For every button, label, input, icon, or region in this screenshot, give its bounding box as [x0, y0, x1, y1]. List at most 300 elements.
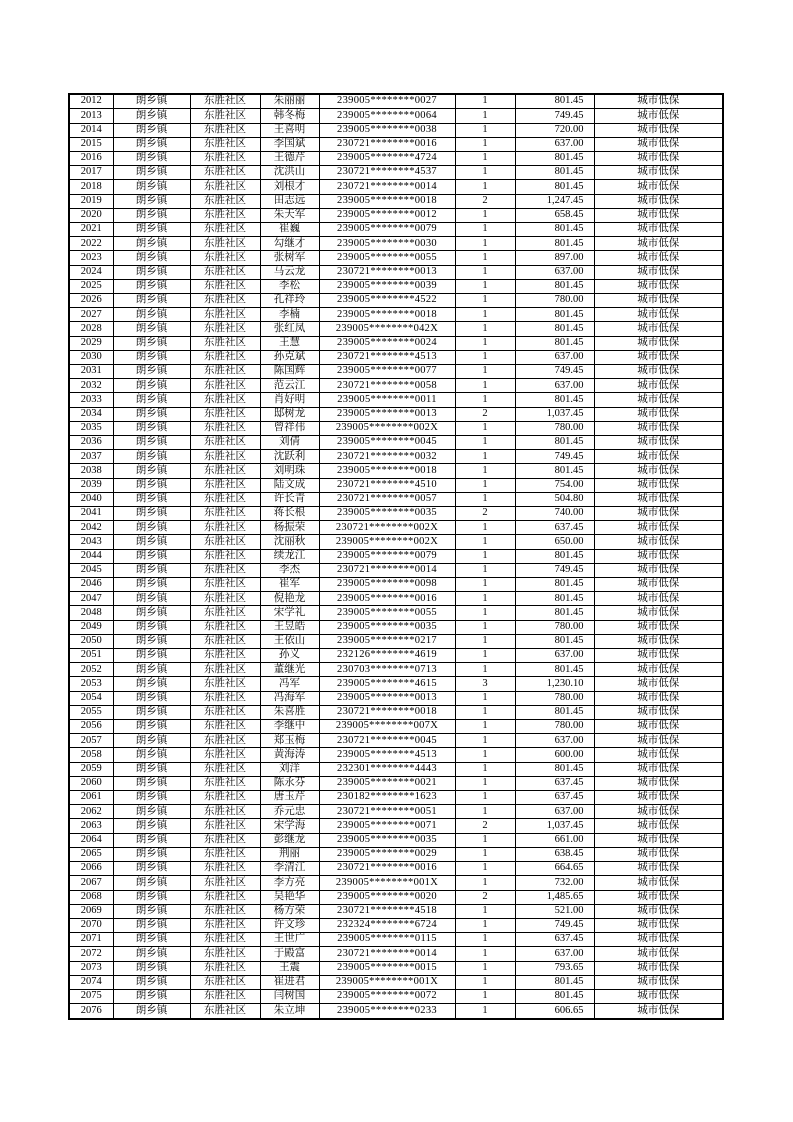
cell-amount: 749.45: [515, 364, 594, 378]
table-row: [69, 421, 723, 435]
cell-community: 东胜社区: [190, 862, 260, 876]
cell-community: 东胜社区: [190, 350, 260, 364]
cell-name: 李楠: [260, 308, 319, 322]
cell-id-masked: 239005********0011: [319, 393, 455, 407]
cell-household-count: 1: [455, 1004, 515, 1019]
table-row: [69, 819, 723, 833]
cell-seq: 2022: [69, 237, 113, 251]
cell-seq: 2067: [69, 876, 113, 890]
cell-household-count: 1: [455, 478, 515, 492]
cell-household-count: 1: [455, 776, 515, 790]
table-row: [69, 208, 723, 222]
cell-town: 朗乡镇: [113, 705, 190, 719]
cell-household-count: 1: [455, 450, 515, 464]
table-row: [69, 989, 723, 1003]
table-row: [69, 393, 723, 407]
cell-household-count: 3: [455, 677, 515, 691]
cell-amount: 606.65: [515, 1004, 594, 1019]
cell-community: 东胜社区: [190, 805, 260, 819]
cell-id-masked: 239005********0079: [319, 549, 455, 563]
cell-id-masked: 230721********0051: [319, 805, 455, 819]
cell-community: 东胜社区: [190, 833, 260, 847]
cell-community: 东胜社区: [190, 606, 260, 620]
cell-seq: 2023: [69, 251, 113, 265]
cell-household-count: 1: [455, 208, 515, 222]
cell-seq: 2070: [69, 918, 113, 932]
cell-amount: 780.00: [515, 620, 594, 634]
cell-id-masked: 230721********0032: [319, 450, 455, 464]
cell-id-masked: 239005********0021: [319, 776, 455, 790]
cell-household-count: 1: [455, 222, 515, 236]
table-row: [69, 436, 723, 450]
cell-seq: 2066: [69, 862, 113, 876]
cell-seq: 2065: [69, 847, 113, 861]
cell-name: 宋学礼: [260, 606, 319, 620]
cell-town: 朗乡镇: [113, 1004, 190, 1019]
cell-town: 朗乡镇: [113, 720, 190, 734]
cell-town: 朗乡镇: [113, 450, 190, 464]
cell-town: 朗乡镇: [113, 109, 190, 123]
table-row: [69, 606, 723, 620]
cell-amount: 1,037.45: [515, 407, 594, 421]
cell-id-masked: 239005********4513: [319, 748, 455, 762]
cell-name: 朱立坤: [260, 1004, 319, 1019]
cell-id-masked: 239005********0079: [319, 222, 455, 236]
cell-seq: 2069: [69, 904, 113, 918]
cell-name: 刘洋: [260, 762, 319, 776]
table-row: [69, 549, 723, 563]
cell-id-masked: 239005********0030: [319, 237, 455, 251]
cell-community: 东胜社区: [190, 933, 260, 947]
cell-name: 朱丽丽: [260, 94, 319, 109]
cell-household-count: 1: [455, 933, 515, 947]
table-row: [69, 918, 723, 932]
cell-community: 东胜社区: [190, 279, 260, 293]
cell-household-count: 1: [455, 734, 515, 748]
cell-assistance-type: 城市低保: [594, 194, 723, 208]
cell-household-count: 1: [455, 847, 515, 861]
table-row: [69, 251, 723, 265]
cell-community: 东胜社区: [190, 379, 260, 393]
cell-assistance-type: 城市低保: [594, 947, 723, 961]
cell-household-count: 1: [455, 578, 515, 592]
cell-town: 朗乡镇: [113, 151, 190, 165]
cell-amount: 780.00: [515, 293, 594, 307]
cell-town: 朗乡镇: [113, 904, 190, 918]
cell-household-count: 1: [455, 393, 515, 407]
cell-household-count: 1: [455, 137, 515, 151]
cell-id-masked: 230721********0016: [319, 862, 455, 876]
table-row: [69, 791, 723, 805]
cell-name: 沈丽秋: [260, 535, 319, 549]
cell-name: 陆文成: [260, 478, 319, 492]
cell-household-count: 1: [455, 464, 515, 478]
table-row: [69, 379, 723, 393]
cell-town: 朗乡镇: [113, 805, 190, 819]
cell-amount: 801.45: [515, 606, 594, 620]
cell-community: 东胜社区: [190, 109, 260, 123]
cell-amount: 1,247.45: [515, 194, 594, 208]
cell-name: 刘明珠: [260, 464, 319, 478]
cell-amount: 637.00: [515, 734, 594, 748]
cell-name: 崔军: [260, 578, 319, 592]
cell-town: 朗乡镇: [113, 592, 190, 606]
cell-id-masked: 239005********0077: [319, 364, 455, 378]
cell-household-count: 1: [455, 762, 515, 776]
cell-household-count: 1: [455, 705, 515, 719]
cell-id-masked: 230721********4510: [319, 478, 455, 492]
cell-id-masked: 239005********0016: [319, 592, 455, 606]
cell-household-count: 1: [455, 180, 515, 194]
cell-community: 东胜社区: [190, 166, 260, 180]
cell-community: 东胜社区: [190, 975, 260, 989]
cell-name: 李方亮: [260, 876, 319, 890]
cell-id-masked: 230721********4518: [319, 904, 455, 918]
cell-assistance-type: 城市低保: [594, 862, 723, 876]
cell-seq: 2037: [69, 450, 113, 464]
cell-id-masked: 239005********0039: [319, 279, 455, 293]
cell-assistance-type: 城市低保: [594, 606, 723, 620]
cell-household-count: 2: [455, 407, 515, 421]
cell-seq: 2016: [69, 151, 113, 165]
cell-community: 东胜社区: [190, 364, 260, 378]
cell-seq: 2045: [69, 563, 113, 577]
table-row: [69, 634, 723, 648]
cell-name: 李国斌: [260, 137, 319, 151]
cell-community: 东胜社区: [190, 322, 260, 336]
cell-household-count: 1: [455, 336, 515, 350]
table-row: [69, 364, 723, 378]
cell-amount: 637.00: [515, 947, 594, 961]
cell-id-masked: 239005********002X: [319, 535, 455, 549]
cell-name: 李清江: [260, 862, 319, 876]
cell-community: 东胜社区: [190, 521, 260, 535]
cell-name: 肖好明: [260, 393, 319, 407]
cell-community: 东胜社区: [190, 180, 260, 194]
cell-amount: 801.45: [515, 592, 594, 606]
table-row: [69, 691, 723, 705]
table-row: [69, 947, 723, 961]
cell-household-count: 1: [455, 251, 515, 265]
cell-seq: 2076: [69, 1004, 113, 1019]
cell-community: 东胜社区: [190, 194, 260, 208]
cell-town: 朗乡镇: [113, 166, 190, 180]
cell-town: 朗乡镇: [113, 989, 190, 1003]
cell-seq: 2074: [69, 975, 113, 989]
cell-household-count: 1: [455, 918, 515, 932]
cell-id-masked: 239005********0045: [319, 436, 455, 450]
cell-amount: 754.00: [515, 478, 594, 492]
table-row: [69, 194, 723, 208]
cell-household-count: 1: [455, 691, 515, 705]
cell-id-masked: 239005********0024: [319, 336, 455, 350]
table-row: [69, 563, 723, 577]
table-row: [69, 535, 723, 549]
cell-name: 王慧: [260, 336, 319, 350]
cell-name: 王喜明: [260, 123, 319, 137]
cell-household-count: 2: [455, 890, 515, 904]
cell-town: 朗乡镇: [113, 194, 190, 208]
cell-town: 朗乡镇: [113, 691, 190, 705]
cell-seq: 2036: [69, 436, 113, 450]
table-row: [69, 137, 723, 151]
cell-assistance-type: 城市低保: [594, 933, 723, 947]
benefits-table: [68, 93, 724, 1020]
cell-town: 朗乡镇: [113, 947, 190, 961]
cell-id-masked: 239005********0018: [319, 464, 455, 478]
cell-id-masked: 230703********0713: [319, 663, 455, 677]
cell-community: 东胜社区: [190, 407, 260, 421]
cell-name: 许文珍: [260, 918, 319, 932]
cell-name: 邸树龙: [260, 407, 319, 421]
cell-community: 东胜社区: [190, 151, 260, 165]
cell-community: 东胜社区: [190, 336, 260, 350]
cell-community: 东胜社区: [190, 876, 260, 890]
cell-community: 东胜社区: [190, 450, 260, 464]
cell-seq: 2057: [69, 734, 113, 748]
cell-town: 朗乡镇: [113, 293, 190, 307]
table-row: [69, 464, 723, 478]
cell-seq: 2052: [69, 663, 113, 677]
cell-id-masked: 239005********0027: [319, 94, 455, 109]
cell-community: 东胜社区: [190, 563, 260, 577]
cell-town: 朗乡镇: [113, 180, 190, 194]
cell-seq: 2075: [69, 989, 113, 1003]
cell-household-count: 1: [455, 322, 515, 336]
table-row: [69, 492, 723, 506]
cell-amount: 637.00: [515, 350, 594, 364]
cell-name: 吴艳华: [260, 890, 319, 904]
cell-id-masked: 239005********0035: [319, 833, 455, 847]
cell-household-count: 1: [455, 876, 515, 890]
cell-community: 东胜社区: [190, 393, 260, 407]
cell-amount: 661.00: [515, 833, 594, 847]
cell-assistance-type: 城市低保: [594, 620, 723, 634]
cell-town: 朗乡镇: [113, 563, 190, 577]
cell-seq: 2053: [69, 677, 113, 691]
table-row: [69, 407, 723, 421]
cell-id-masked: 239005********001X: [319, 876, 455, 890]
cell-id-masked: 239005********0029: [319, 847, 455, 861]
cell-name: 韩冬梅: [260, 109, 319, 123]
cell-amount: 637.45: [515, 933, 594, 947]
cell-community: 东胜社区: [190, 791, 260, 805]
cell-household-count: 1: [455, 791, 515, 805]
cell-name: 王震: [260, 961, 319, 975]
cell-assistance-type: 城市低保: [594, 535, 723, 549]
cell-amount: 801.45: [515, 578, 594, 592]
cell-seq: 2071: [69, 933, 113, 947]
cell-amount: 637.45: [515, 776, 594, 790]
cell-name: 王世广: [260, 933, 319, 947]
table-row: [69, 222, 723, 236]
cell-household-count: 1: [455, 279, 515, 293]
cell-household-count: 1: [455, 379, 515, 393]
cell-name: 蒋长根: [260, 507, 319, 521]
table-row: [69, 293, 723, 307]
cell-name: 杨振荣: [260, 521, 319, 535]
cell-town: 朗乡镇: [113, 663, 190, 677]
cell-town: 朗乡镇: [113, 137, 190, 151]
cell-amount: 637.00: [515, 379, 594, 393]
cell-town: 朗乡镇: [113, 322, 190, 336]
table-row: [69, 350, 723, 364]
cell-id-masked: 239005********0072: [319, 989, 455, 1003]
cell-name: 陈永芬: [260, 776, 319, 790]
cell-name: 宋学海: [260, 819, 319, 833]
cell-assistance-type: 城市低保: [594, 748, 723, 762]
cell-household-count: 1: [455, 293, 515, 307]
table-row: [69, 876, 723, 890]
cell-assistance-type: 城市低保: [594, 322, 723, 336]
cell-amount: 801.45: [515, 436, 594, 450]
cell-town: 朗乡镇: [113, 791, 190, 805]
cell-community: 东胜社区: [190, 137, 260, 151]
cell-amount: 720.00: [515, 123, 594, 137]
cell-id-masked: 230182********1623: [319, 791, 455, 805]
cell-name: 唐玉芹: [260, 791, 319, 805]
cell-amount: 801.45: [515, 634, 594, 648]
cell-household-count: 1: [455, 94, 515, 109]
cell-amount: 801.45: [515, 322, 594, 336]
cell-town: 朗乡镇: [113, 549, 190, 563]
cell-assistance-type: 城市低保: [594, 876, 723, 890]
cell-name: 范云江: [260, 379, 319, 393]
cell-town: 朗乡镇: [113, 379, 190, 393]
cell-assistance-type: 城市低保: [594, 478, 723, 492]
cell-town: 朗乡镇: [113, 975, 190, 989]
cell-amount: 801.45: [515, 166, 594, 180]
cell-household-count: 1: [455, 663, 515, 677]
cell-seq: 2029: [69, 336, 113, 350]
cell-household-count: 1: [455, 350, 515, 364]
cell-assistance-type: 城市低保: [594, 521, 723, 535]
cell-town: 朗乡镇: [113, 464, 190, 478]
table-body: [69, 94, 723, 1019]
cell-amount: 749.45: [515, 109, 594, 123]
cell-name: 乔元忠: [260, 805, 319, 819]
cell-amount: 780.00: [515, 691, 594, 705]
cell-name: 李松: [260, 279, 319, 293]
cell-name: 杨方荣: [260, 904, 319, 918]
cell-seq: 2038: [69, 464, 113, 478]
cell-assistance-type: 城市低保: [594, 450, 723, 464]
cell-assistance-type: 城市低保: [594, 308, 723, 322]
cell-name: 沈跃利: [260, 450, 319, 464]
cell-assistance-type: 城市低保: [594, 166, 723, 180]
cell-town: 朗乡镇: [113, 847, 190, 861]
cell-amount: 801.45: [515, 237, 594, 251]
cell-assistance-type: 城市低保: [594, 222, 723, 236]
table-row: [69, 677, 723, 691]
cell-amount: 801.45: [515, 151, 594, 165]
cell-id-masked: 230721********0014: [319, 947, 455, 961]
cell-name: 李继中: [260, 720, 319, 734]
table-row: [69, 663, 723, 677]
cell-name: 田志远: [260, 194, 319, 208]
cell-household-count: 1: [455, 634, 515, 648]
cell-id-masked: 230721********0016: [319, 137, 455, 151]
cell-name: 沈洪山: [260, 166, 319, 180]
cell-community: 东胜社区: [190, 208, 260, 222]
table-row: [69, 478, 723, 492]
cell-assistance-type: 城市低保: [594, 137, 723, 151]
cell-name: 冯海军: [260, 691, 319, 705]
cell-name: 张红凤: [260, 322, 319, 336]
table-row: [69, 279, 723, 293]
cell-town: 朗乡镇: [113, 918, 190, 932]
cell-name: 王德芹: [260, 151, 319, 165]
cell-amount: 504.80: [515, 492, 594, 506]
cell-household-count: 1: [455, 492, 515, 506]
cell-community: 东胜社区: [190, 947, 260, 961]
cell-town: 朗乡镇: [113, 251, 190, 265]
cell-seq: 2015: [69, 137, 113, 151]
cell-seq: 2059: [69, 762, 113, 776]
cell-community: 东胜社区: [190, 904, 260, 918]
cell-id-masked: 230721********0014: [319, 563, 455, 577]
cell-id-masked: 239005********0015: [319, 961, 455, 975]
cell-name: 许长青: [260, 492, 319, 506]
cell-assistance-type: 城市低保: [594, 379, 723, 393]
cell-town: 朗乡镇: [113, 350, 190, 364]
cell-town: 朗乡镇: [113, 620, 190, 634]
cell-town: 朗乡镇: [113, 819, 190, 833]
cell-town: 朗乡镇: [113, 478, 190, 492]
cell-seq: 2064: [69, 833, 113, 847]
cell-id-masked: 239005********0233: [319, 1004, 455, 1019]
cell-community: 东胜社区: [190, 890, 260, 904]
cell-community: 东胜社区: [190, 705, 260, 719]
cell-amount: 801.45: [515, 222, 594, 236]
table-row: [69, 109, 723, 123]
cell-community: 东胜社区: [190, 819, 260, 833]
cell-community: 东胜社区: [190, 549, 260, 563]
table-row: [69, 94, 723, 109]
cell-community: 东胜社区: [190, 94, 260, 109]
cell-amount: 793.65: [515, 961, 594, 975]
cell-amount: 637.45: [515, 791, 594, 805]
cell-town: 朗乡镇: [113, 535, 190, 549]
cell-household-count: 1: [455, 109, 515, 123]
table-row: [69, 833, 723, 847]
cell-amount: 521.00: [515, 904, 594, 918]
cell-seq: 2043: [69, 535, 113, 549]
cell-town: 朗乡镇: [113, 208, 190, 222]
cell-household-count: 1: [455, 521, 515, 535]
cell-assistance-type: 城市低保: [594, 237, 723, 251]
cell-assistance-type: 城市低保: [594, 407, 723, 421]
cell-amount: 801.45: [515, 279, 594, 293]
cell-seq: 2054: [69, 691, 113, 705]
cell-name: 于殿富: [260, 947, 319, 961]
cell-community: 东胜社区: [190, 123, 260, 137]
cell-household-count: 1: [455, 549, 515, 563]
cell-town: 朗乡镇: [113, 677, 190, 691]
cell-community: 东胜社区: [190, 592, 260, 606]
cell-name: 朱喜胜: [260, 705, 319, 719]
cell-id-masked: 239005********002X: [319, 421, 455, 435]
cell-community: 东胜社区: [190, 578, 260, 592]
cell-seq: 2042: [69, 521, 113, 535]
cell-id-masked: 239005********0115: [319, 933, 455, 947]
cell-assistance-type: 城市低保: [594, 279, 723, 293]
table-row: [69, 507, 723, 521]
cell-assistance-type: 城市低保: [594, 393, 723, 407]
table-row: [69, 1004, 723, 1019]
cell-household-count: 1: [455, 833, 515, 847]
cell-id-masked: 230721********0058: [319, 379, 455, 393]
